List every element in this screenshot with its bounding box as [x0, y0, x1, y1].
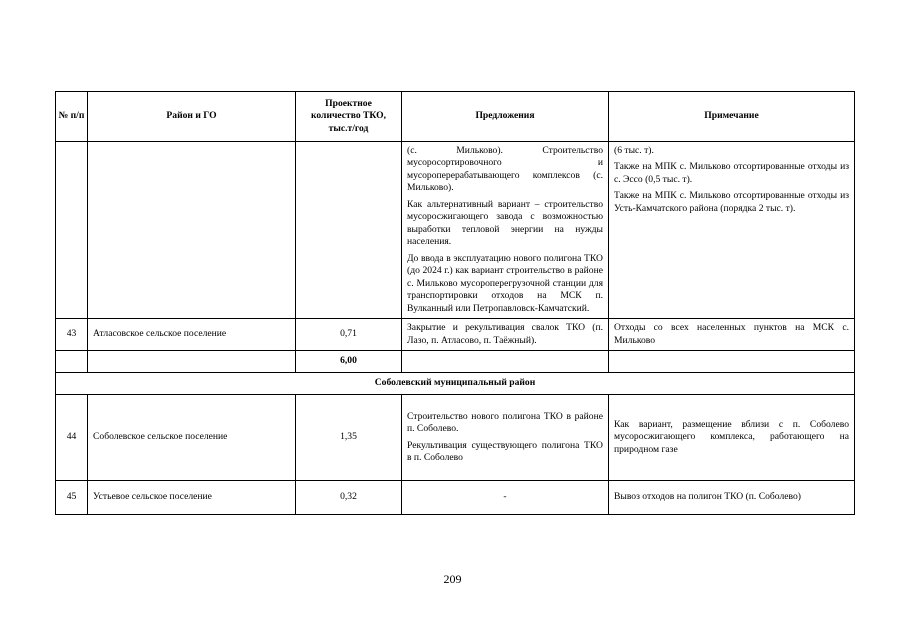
- cell-num: 45: [56, 481, 88, 515]
- page-number: 209: [443, 572, 462, 586]
- note-paragraph: Также на МПК с. Мильково отсортированные отходы из с. Эссо (0,5 тыс. т).: [614, 161, 849, 185]
- table-row-total: [56, 351, 855, 373]
- waste-table: [55, 91, 855, 515]
- header-district: Район и ГО: [88, 92, 296, 142]
- cell-district: Устьевое сельское поселение: [88, 481, 296, 515]
- cell-num: [56, 351, 88, 373]
- table-row-45: [56, 481, 855, 515]
- cell-qty: 0,32: [296, 481, 402, 515]
- cell-proposals: [402, 351, 609, 373]
- cell-num: 44: [56, 395, 88, 481]
- proposal-paragraph: Строительство нового полигона ТКО в районе п. Соболево.: [407, 410, 603, 435]
- proposal-paragraph: До ввода в эксплуатацию нового полигона ТКО (до 2024 г.) как вариант строительство в районе с. Мильково мусороперегрузочной станции для транспортировки отходов на МСК п. Вулканный или Петропавловск-Камчатский.: [407, 252, 603, 314]
- cell-qty: 1,35: [296, 395, 402, 481]
- cell-district: Атласовское сельское поселение: [88, 319, 296, 351]
- cell-num: 43: [56, 319, 88, 351]
- section-title: Соболевский муниципальный район: [56, 373, 855, 395]
- header-notes: Примечание: [609, 92, 855, 142]
- cell-notes: Вывоз отходов на полигон ТКО (п. Соболево): [609, 481, 855, 515]
- note-paragraph: (6 тыс. т).: [614, 145, 654, 156]
- table-header-row: [56, 92, 855, 142]
- proposal-paragraph: Рекультивация существующего полигона ТКО в п. Соболево: [407, 439, 603, 463]
- table-row-44: [56, 395, 855, 481]
- cell-proposals: [402, 142, 609, 319]
- cell-notes: [609, 142, 855, 319]
- cell-district: Соболевское сельское поселение: [88, 395, 296, 481]
- header-proposals: Предложения: [402, 92, 609, 142]
- header-qty: Проектное количество ТКО, тыс.т/год: [296, 92, 402, 142]
- cell-proposals: [402, 395, 609, 481]
- note-paragraph: Также на МПК с. Мильково отсортированные отходы из Усть-Камчатского района (порядка 2 тыс. т).: [614, 190, 849, 214]
- cell-num: [56, 142, 88, 319]
- cell-district: [88, 351, 296, 373]
- cell-qty: 0,71: [296, 319, 402, 351]
- section-row: [56, 373, 855, 395]
- cell-notes: Отходы со всех населенных пунктов на МСК с. Мильково: [609, 319, 855, 351]
- cell-proposals: Закрытие и рекультивация свалок ТКО (п. Лазо, п. Атласово, п. Таёжный).: [402, 319, 609, 351]
- proposal-paragraph: (с. Мильково). Строительство мусоросортировочного и мусороперерабатывающего комплексов (с. Мильково).: [407, 145, 603, 194]
- cell-notes: [609, 351, 855, 373]
- table-row-continuation: [56, 142, 855, 319]
- header-num: № п/п: [56, 92, 88, 142]
- cell-district: [88, 142, 296, 319]
- proposal-paragraph: Как альтернативный вариант – строительство мусоросжигающего завода с возможностью выработки тепловой энергии на нужды населения.: [407, 198, 603, 248]
- cell-notes: Как вариант, размещение вблизи с п. Соболево мусоросжигающего комплекса, работающего на природном газе: [609, 395, 855, 481]
- table-row-43: [56, 319, 855, 351]
- cell-total-qty: 6,00: [296, 351, 402, 373]
- cell-proposals: -: [402, 481, 609, 515]
- cell-qty: [296, 142, 402, 319]
